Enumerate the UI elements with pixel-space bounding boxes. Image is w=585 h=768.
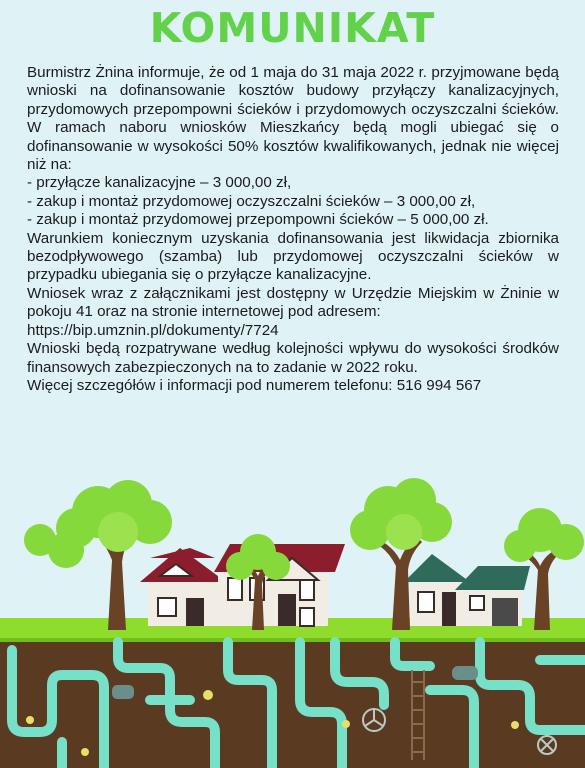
paragraph-order: Wnioski będą rozpatrywane według kolejności wpływu do wysokości środków finansowych zabezpieczonych na to zadanie w 2022 roku. (27, 340, 559, 376)
announcement-body (27, 64, 559, 395)
link-url[interactable]: https://bip.umznin.pl/dokumenty/7724 (27, 321, 279, 339)
paragraph-application: Wniosek wraz z załącznikami jest dostępny w Urzędzie Miejskim w Żninie w pokoju 41 oraz na stronie internetowej pod adresem: (27, 284, 559, 321)
paragraph-condition: Warunkiem koniecznym uzyskania dofinansowania jest likwidacja zbiornika bezodpływowego (szamba) lub przydomowej oczyszczalni ścieków w przypadku ubiegania się o przyłącze kanalizacyjne. (27, 229, 559, 284)
list-item-connection: - przyłącze kanalizacyjne – 3 000,00 zł, (27, 174, 292, 192)
illustration-scene (0, 470, 585, 768)
paragraph-contact: Więcej szczegółów i informacji pod numerem telefonu: 516 994 567 (27, 376, 482, 394)
house-icon (140, 544, 530, 626)
page-title: KOMUNIKAT (149, 4, 436, 52)
tank-icon (112, 685, 134, 699)
soil (0, 638, 585, 768)
paragraph-intro: Burmistrz Żnina informuje, że od 1 maja do 31 maja 2022 r. przyjmowane będą wnioski na dofinansowanie kosztów budowy przyłączy kanalizacyjnych, przydomowych przepompowni ścieków i przydomowych oczyszczalni ścieków. W ramach naboru wniosków Mieszkańcy będą mogli ubiegać się o dofinansowanie w wysokości 50% kosztów kwalifikowanych, jednak nie więcej niż na: (27, 64, 559, 174)
list-item-pumping-station: - zakup i montaż przydomowej przepompowni ścieków – 5 000,00 zł. (27, 211, 489, 229)
list-item-treatment-plant: - zakup i montaż przydomowej oczyszczalni ścieków – 3 000,00 zł, (27, 192, 476, 210)
valve-icon (203, 690, 213, 700)
